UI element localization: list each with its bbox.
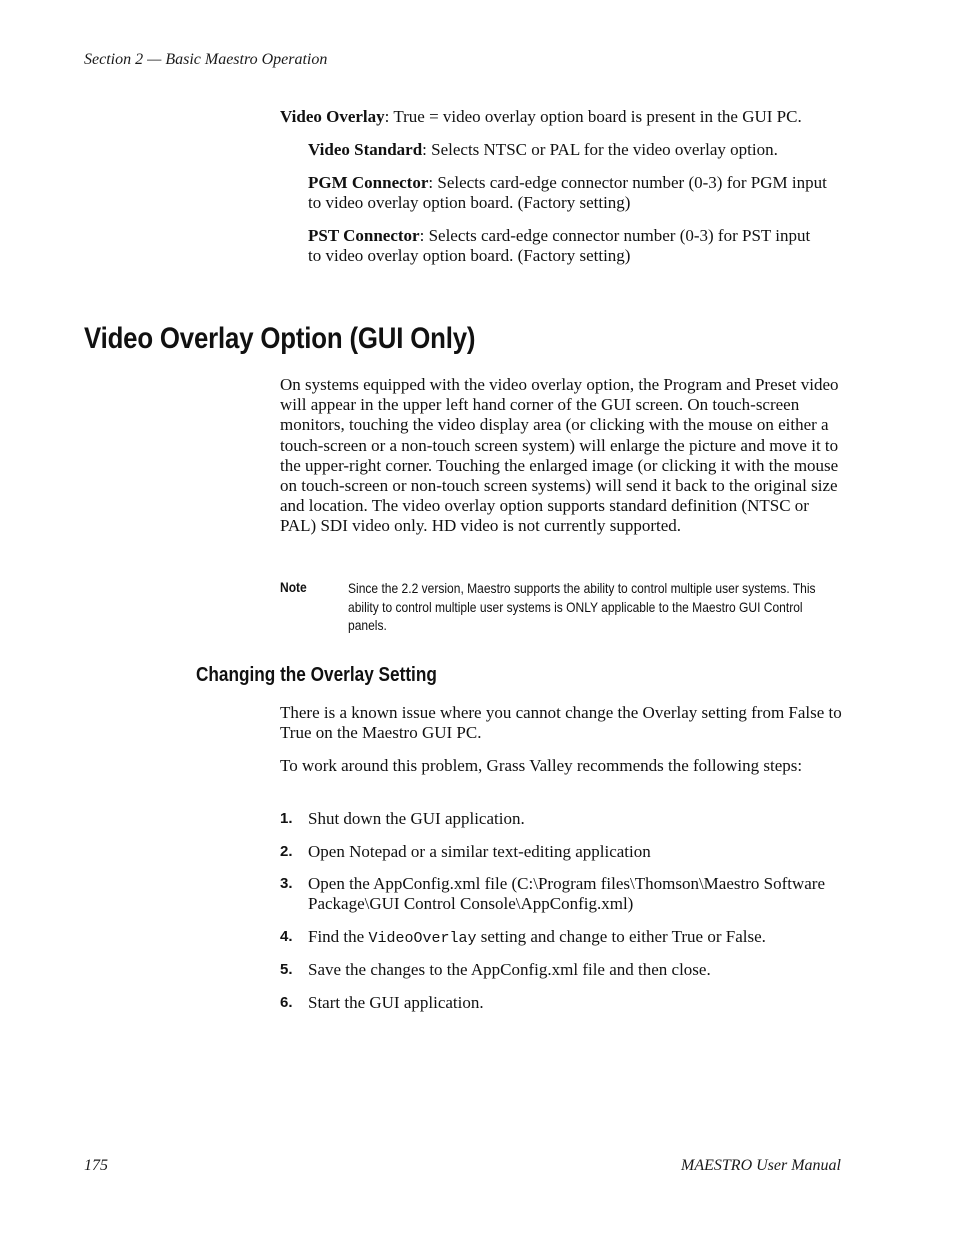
section-title: Video Overlay Option (GUI Only) xyxy=(84,322,476,355)
step-text: Start the GUI application. xyxy=(308,993,484,1012)
definition-desc: : Selects card-edge connector number (0-3) for PST input to video overlay option board. (Factory setting) xyxy=(308,226,811,266)
definition-pst-connector xyxy=(308,226,818,266)
definition-desc: : True = video overlay option board is present in the GUI PC. xyxy=(384,107,802,126)
page-number: 175 xyxy=(84,1157,108,1174)
definition-desc: : Selects NTSC or PAL for the video overlay option. xyxy=(422,140,778,159)
note-label: Note xyxy=(280,579,307,595)
step-number: 3. xyxy=(280,875,293,892)
step-text: Save the changes to the AppConfig.xml file and then close. xyxy=(308,960,711,979)
running-head: Section 2 — Basic Maestro Operation xyxy=(84,51,328,68)
step-text: Open Notepad or a similar text-editing application xyxy=(308,842,651,861)
step-number: 5. xyxy=(280,961,293,978)
step-number: 1. xyxy=(280,810,293,827)
section-body: On systems equipped with the video overlay option, the Program and Preset video will appear in the upper left hand corner of the GUI screen. On touch-screen monitors, touching the video display area (or clicking with the mouse on either a touch-screen or a non-touch screen system) will enlarge the picture and move it to the upper-right corner. Touching the enlarged image (or clicking it with the mouse on touch-screen or non-touch screen systems) will send it back to the original size and location. The video overlay option supports standard definition (NTSC or PAL) SDI video only. HD video is not currently supported. xyxy=(280,375,839,536)
subsection-intro-2: To work around this problem, Grass Valley recommends the following steps: xyxy=(280,756,803,775)
manual-title: MAESTRO User Manual xyxy=(681,1157,841,1174)
definition-video-standard xyxy=(308,140,848,160)
definition-video-overlay xyxy=(280,107,860,127)
step-text-after: setting and change to either True or False. xyxy=(476,927,766,946)
definition-desc: : Selects card-edge connector number (0-3) for PGM input to video overlay option board. (Factory setting) xyxy=(308,173,827,213)
definition-pgm-connector xyxy=(308,173,834,213)
step-text: Open the AppConfig.xml file (C:\Program files\Thomson\Maestro Software Package\GUI Control Console\AppConfig.xml) xyxy=(308,874,826,914)
step-number: 6. xyxy=(280,994,293,1011)
subsection-title: Changing the Overlay Setting xyxy=(196,664,437,686)
note-text: Since the 2.2 version, Maestro supports the ability to control multiple user systems. This ability to control multiple user systems is ONLY applicable to the Maestro GUI Control panels. xyxy=(348,580,816,634)
step-number: 4. xyxy=(280,928,293,945)
definition-term: PST Connector xyxy=(308,226,420,245)
definition-term: Video Standard xyxy=(308,140,423,159)
code-setting-name: VideoOverlay xyxy=(368,930,477,947)
step-text xyxy=(308,927,848,949)
definition-term: PGM Connector xyxy=(308,173,429,192)
definition-term: Video Overlay xyxy=(280,107,385,126)
step-text-before: Find the xyxy=(308,927,369,946)
subsection-intro-1: There is a known issue where you cannot change the Overlay setting from False to True on the Maestro GUI PC. xyxy=(280,703,842,743)
step-number: 2. xyxy=(280,843,293,860)
step-text: Shut down the GUI application. xyxy=(308,809,525,828)
